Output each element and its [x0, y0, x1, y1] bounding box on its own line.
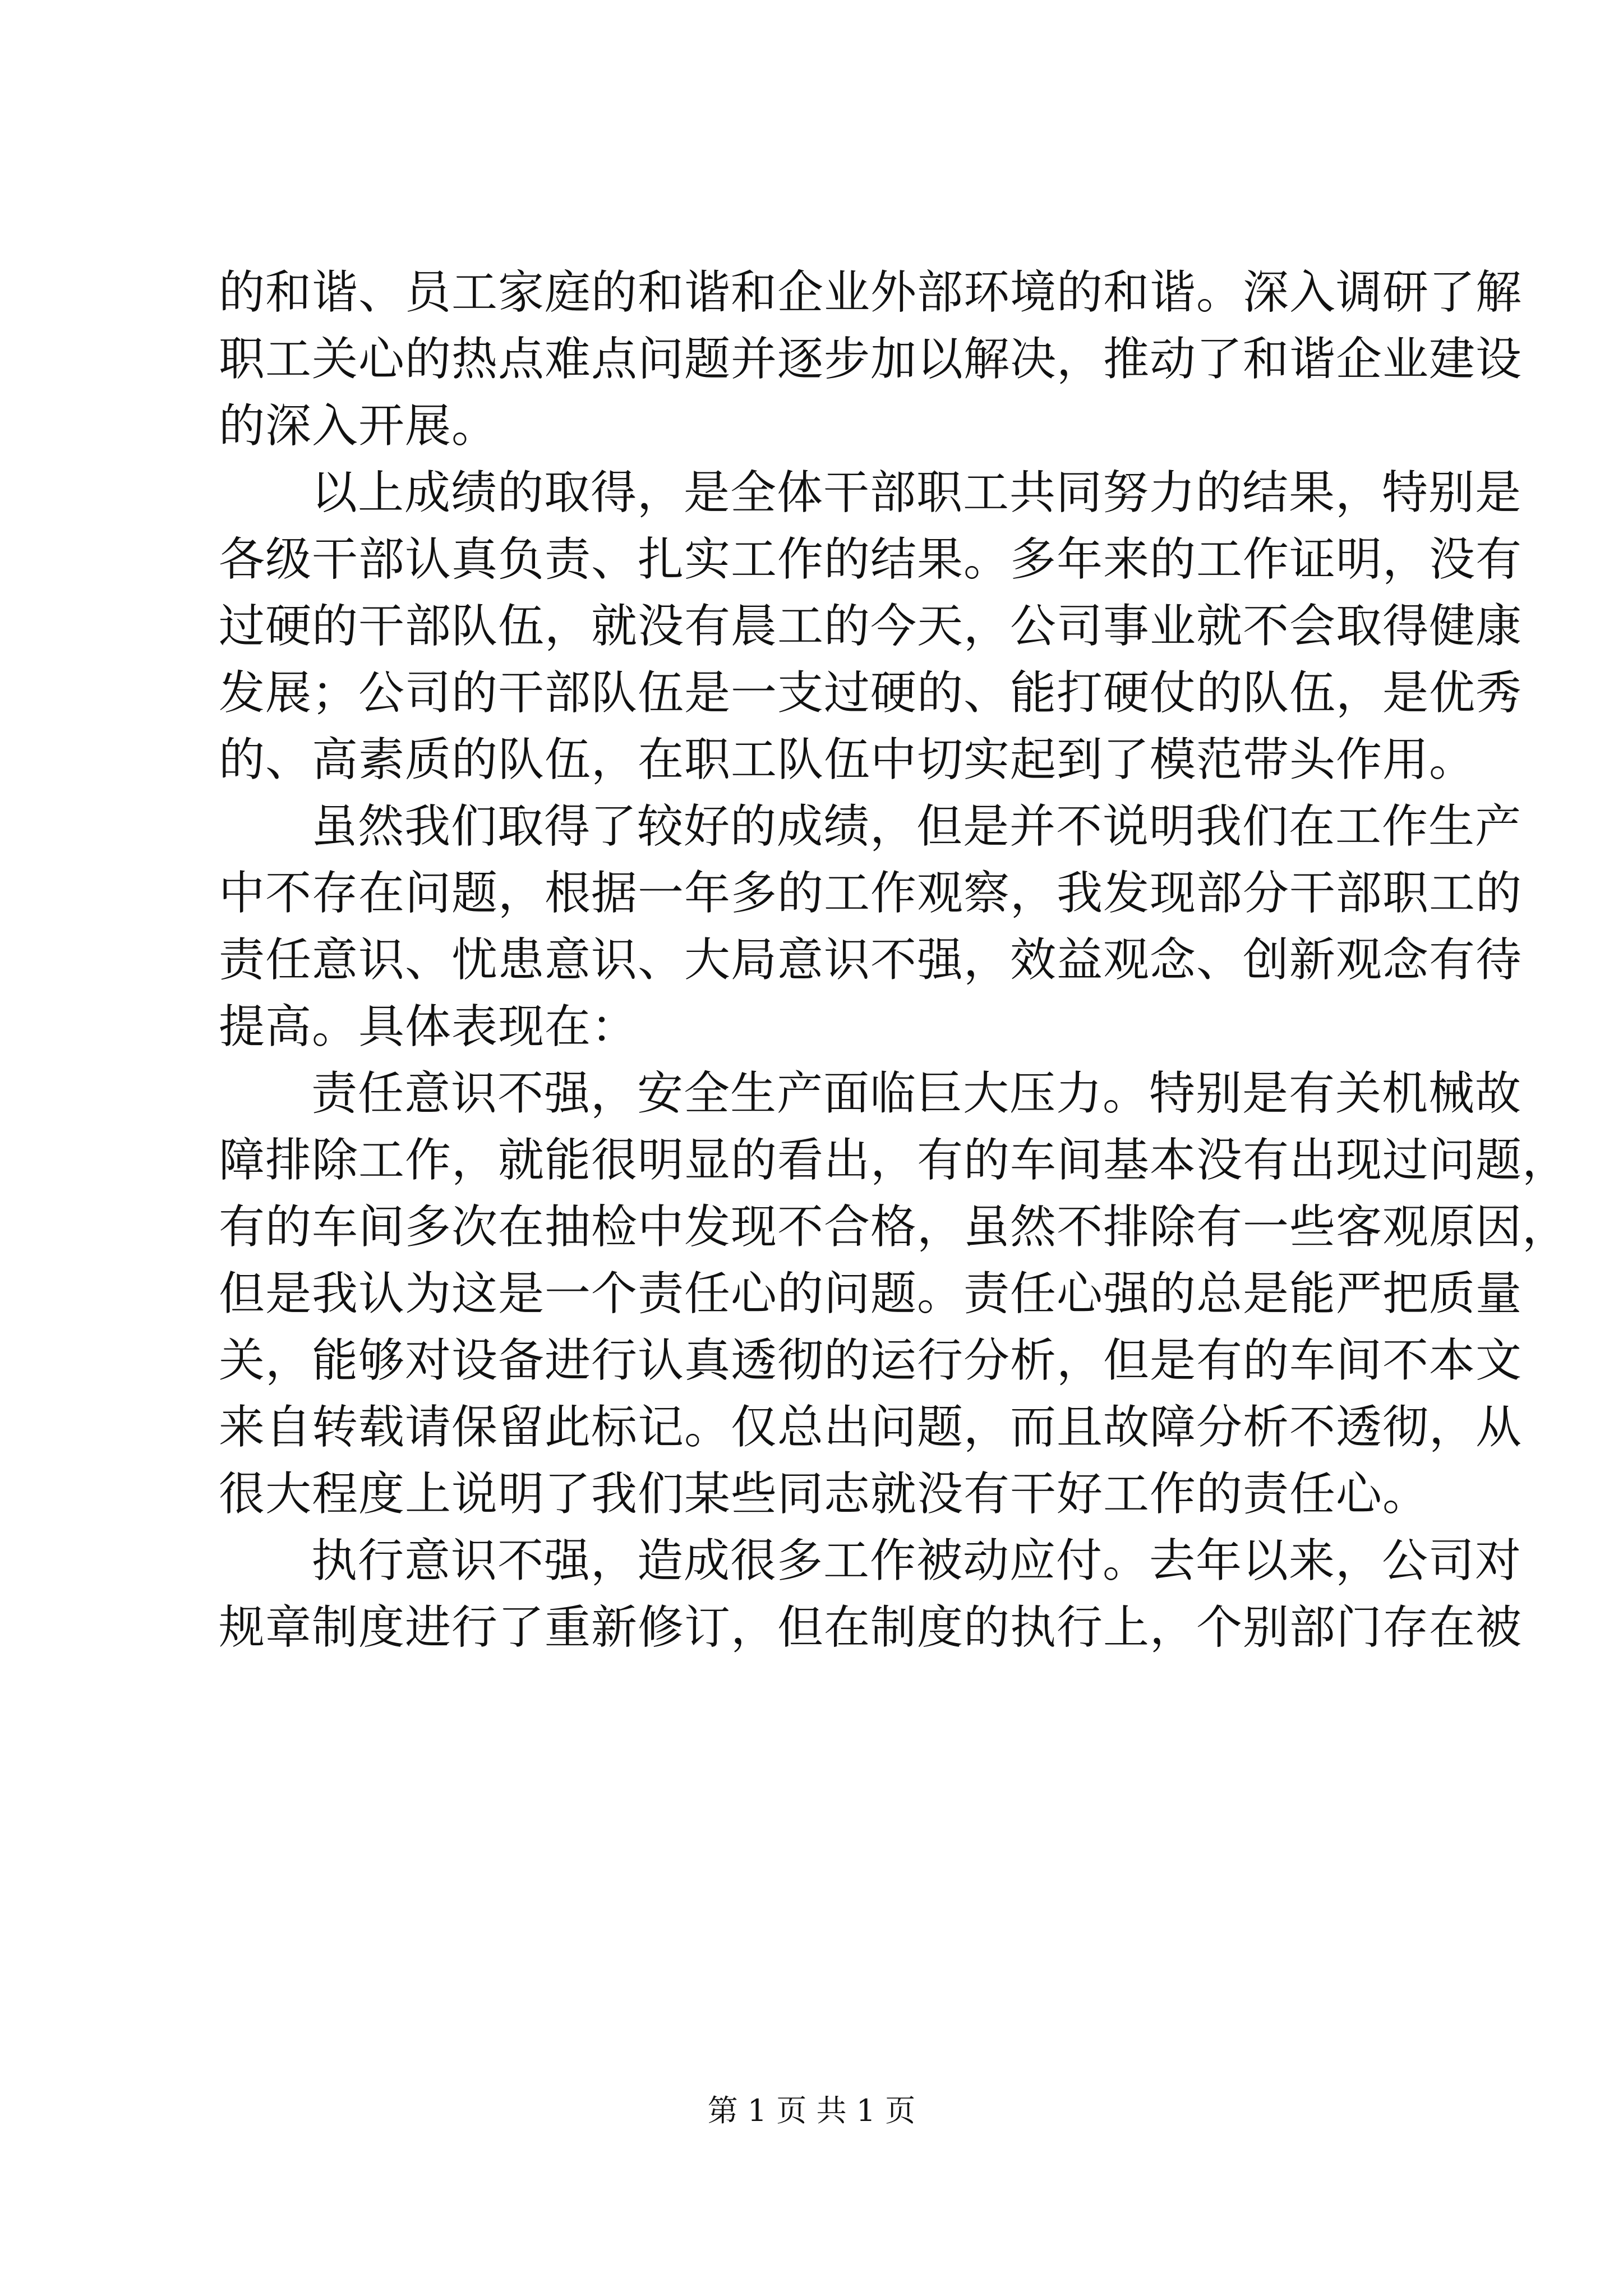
text-line: 过硬的干部队伍，就没有晨工的今天，公司事业就不会取得健康: [219, 600, 1523, 653]
text-line: 责任意识不强，安全生产面临巨大压力。特别是有关机械故: [311, 1067, 1522, 1120]
text-line: 的深入开展。: [219, 399, 499, 453]
paragraph-3: [219, 793, 1523, 1060]
text-line: 关，能够对设备进行认真透彻的运行分析，但是有的车间不本文: [219, 1334, 1523, 1387]
text-line: 发展；公司的干部队伍是一支过硬的、能打硬仗的队伍，是优秀: [219, 666, 1523, 720]
text-line: 规章制度进行了重新修订，但在制度的执行上，个别部门存在被: [219, 1601, 1523, 1654]
text-line: 以上成绩的取得，是全体干部职工共同努力的结果，特别是: [311, 466, 1522, 519]
text-line: 但是我认为这是一个责任心的问题。责任心强的总是能严把质量: [219, 1267, 1523, 1320]
text-line: 来自转载请保留此标记。仅总出问题，而且故障分析不透彻，从: [219, 1401, 1523, 1454]
text-line: 障排除工作，就能很明显的看出，有的车间基本没有出现过问题，: [219, 1134, 1569, 1187]
text-line: 很大程度上说明了我们某些同志就没有干好工作的责任心。: [219, 1467, 1430, 1521]
text-line: 执行意识不强，造成很多工作被动应付。去年以来，公司对: [311, 1534, 1522, 1588]
text-line: 提高。具体表现在：: [219, 1000, 638, 1053]
text-line: 有的车间多次在抽检中发现不合格，虽然不排除有一些客观原因，: [219, 1200, 1569, 1254]
text-line: 责任意识、忧患意识、大局意识不强，效益观念、创新观念有待: [219, 933, 1523, 987]
text-line: 的、高素质的队伍，在职工队伍中切实起到了模范带头作用。: [219, 733, 1476, 786]
page-number-footer: 第 1 页 共 1 页: [707, 2093, 916, 2128]
paragraph-2: [219, 459, 1523, 793]
text-line: 的和谐、员工家庭的和谐和企业外部环境的和谐。深入调研了解: [219, 266, 1523, 319]
text-line: 虽然我们取得了较好的成绩，但是并不说明我们在工作生产: [311, 800, 1522, 853]
text-line: 各级干部认真负责、扎实工作的结果。多年来的工作证明，没有: [219, 533, 1523, 586]
paragraph-4: [219, 1060, 1569, 1527]
body-text: [219, 259, 1569, 1661]
text-line: 职工关心的热点难点问题并逐步加以解决，推动了和谐企业建设: [219, 333, 1523, 386]
text-line: 中不存在问题，根据一年多的工作观察，我发现部分干部职工的: [219, 867, 1523, 920]
paragraph-5: [219, 1527, 1523, 1661]
paragraph-1: [219, 259, 1523, 459]
